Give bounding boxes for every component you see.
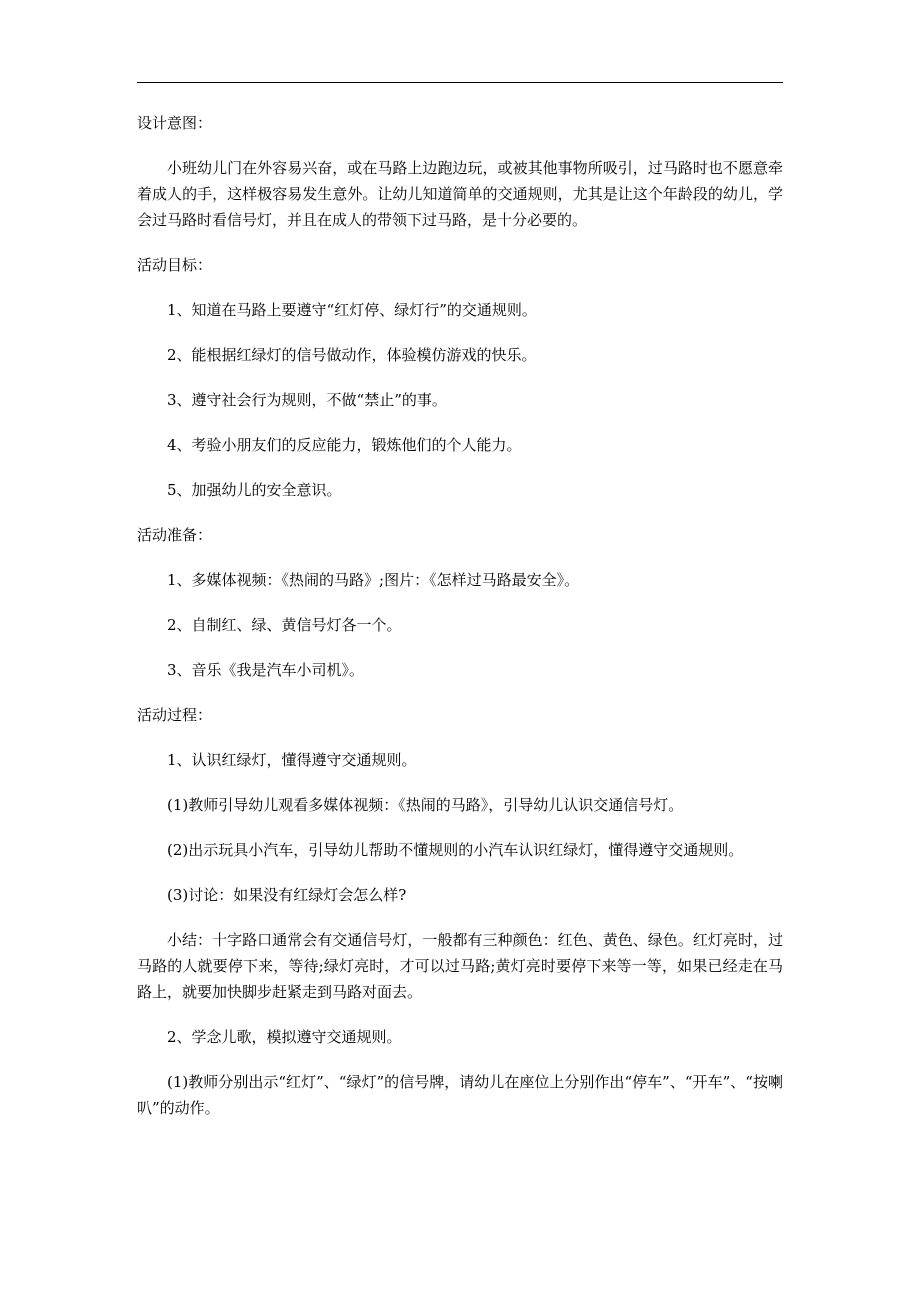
process-step-1: 1、认识红绿灯，懂得遵守交通规则。 [167,751,417,769]
process-substep-1-1: (1)教师引导幼儿观看多媒体视频：《热闹的马路》，引导幼儿认识交通信号灯。 [167,796,684,814]
header-rule [137,82,783,83]
process-substep-1-2: (2)出示玩具小汽车，引导幼儿帮助不懂规则的小汽车认识红绿灯，懂得遵守交通规则。 [167,841,744,859]
process-substep-2-1: (1)教师分别出示“红灯”、“绿灯”的信号牌，请幼儿在座位上分别作出“停车”、“开车”、“按喇叭”的动作。 [137,1073,783,1117]
section-heading-preparation: 活动准备： [137,526,213,544]
process-summary-paragraph: 小结：十字路口通常会有交通信号灯，一般都有三种颜色：红色、黄色、绿色。红灯亮时，过马路的人就要停下来，等待;绿灯亮时，才可以过马路;黄灯亮时要停下来等一等，如果已经走在马路上，就要加快脚步赶紧走到马路对面去。 [137,931,783,1001]
section-heading-objectives: 活动目标： [137,256,213,274]
section-heading-process: 活动过程： [137,706,213,724]
objective-item-1: 1、知道在马路上要遵守“红灯停、绿灯行”的交通规则。 [167,301,537,319]
preparation-item-1: 1、多媒体视频：《热闹的马路》;图片：《怎样过马路最安全》。 [167,571,580,589]
preparation-item-2: 2、自制红、绿、黄信号灯各一个。 [167,616,402,634]
process-step-2: 2、学念儿歌，模拟遵守交通规则。 [167,1028,402,1046]
objective-item-2: 2、能根据红绿灯的信号做动作，体验模仿游戏的快乐。 [167,346,537,364]
preparation-item-3: 3、音乐《我是汽车小司机》。 [167,661,365,679]
process-substep-1-3: (3)讨论：如果没有红绿灯会怎么样? [167,886,407,904]
objective-item-3: 3、遵守社会行为规则，不做“禁止”的事。 [167,391,447,409]
section-heading-design-intent: 设计意图： [137,114,213,132]
objective-item-5: 5、加强幼儿的安全意识。 [167,481,342,499]
document-body [137,110,783,1121]
design-intent-paragraph: 小班幼儿门在外容易兴奋，或在马路上边跑边玩，或被其他事物所吸引，过马路时也不愿意牵着成人的手，这样极容易发生意外。让幼儿知道简单的交通规则，尤其是让这个年龄段的幼儿，学会过马路时看信号灯，并且在成人的带领下过马路，是十分必要的。 [137,159,783,229]
objective-item-4: 4、考验小朋友们的反应能力，锻炼他们的个人能力。 [167,436,522,454]
